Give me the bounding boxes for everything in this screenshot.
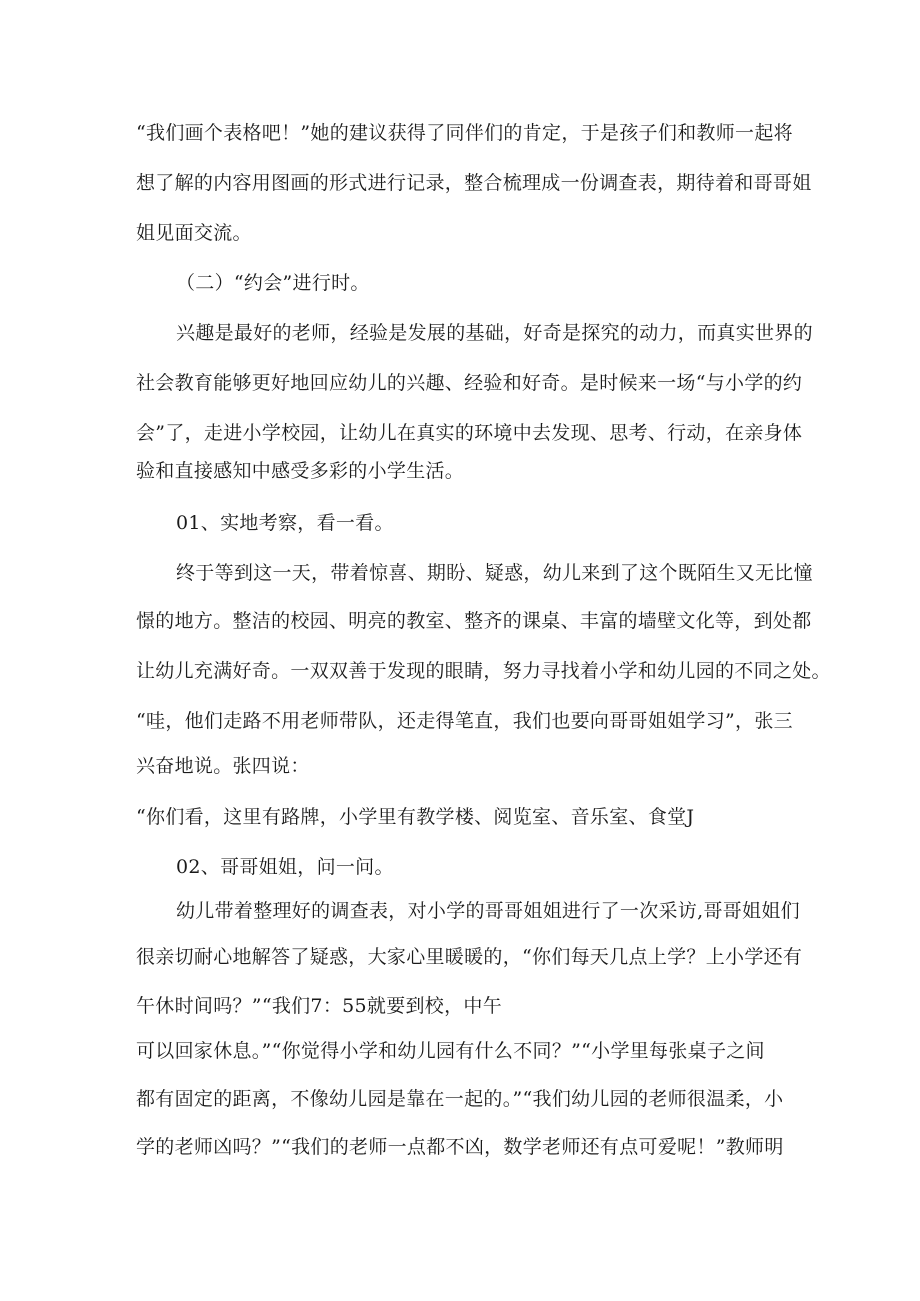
paragraph-line: 让幼儿充满好奇。一双双善于发现的眼睛，努力寻找着小学和幼儿园的不同之处。	[136, 660, 831, 682]
paragraph-line: “我们画个表格吧！”她的建议获得了同伴们的肯定，于是孩子们和教师一起将	[136, 122, 793, 144]
paragraph-line: “你们看，这里有路牌，小学里有教学楼、阅览室、音乐室、食堂J	[136, 806, 695, 828]
paragraph-line: 学的老师凶吗？”“我们的老师一点都不凶，数学老师还有点可爱呢！”教师明	[136, 1136, 784, 1158]
paragraph-line: 社会教育能够更好地回应幼儿的兴趣、经验和好奇。是时候来一场“与小学的约	[136, 372, 803, 394]
paragraph-line: 姐见面交流。	[136, 222, 252, 244]
paragraph-line: 想了解的内容用图画的形式进行记录，整合梳理成一份调查表，期待着和哥哥姐	[136, 172, 812, 194]
paragraph-line: 兴趣是最好的老师，经验是发展的基础，好奇是探究的动力，而真实世界的	[176, 322, 813, 344]
paragraph-line: “哇，他们走路不用老师带队，还走得笔直，我们也要向哥哥姐姐学习”，张三	[136, 710, 793, 732]
paragraph-line: 验和直接感知中感受多彩的小学生活。	[136, 460, 465, 482]
paragraph-line: 终于等到这一天，带着惊喜、期盼、疑惑，幼儿来到了这个既陌生又无比憧	[176, 562, 813, 584]
paragraph-line: 午休时间吗？”“我们7：55就要到校，中午	[136, 995, 502, 1017]
subsection-heading: 01、实地考察，看一看。	[176, 512, 394, 534]
paragraph-line: 会”了，走进小学校园，让幼儿在真实的环境中去发现、思考、行动，在亲身体	[136, 422, 803, 444]
subsection-heading: 02、哥哥姐姐，问一问。	[176, 856, 394, 878]
paragraph-line: 可以回家休息。”“你觉得小学和幼儿园有什么不同？”“小学里每张桌子之间	[136, 1040, 765, 1062]
section-heading: （二）“约会”进行时。	[176, 272, 370, 294]
paragraph-line: 憬的地方。整洁的校园、明亮的教室、整齐的课桌、丰富的墙壁文化等，到处都	[136, 610, 812, 632]
paragraph-line: 兴奋地说。张四说：	[136, 755, 310, 777]
paragraph-line: 都有固定的距离，不像幼儿园是靠在一起的。”“我们幼儿园的老师很温柔，小	[136, 1088, 784, 1110]
paragraph-line: 很亲切耐心地解答了疑惑，大家心里暖暖的，“你们每天几点上学？上小学还有	[136, 946, 803, 968]
paragraph-line: 幼儿带着整理好的调查表，对小学的哥哥姐姐进行了一次采访,哥哥姐姐们	[176, 900, 800, 922]
